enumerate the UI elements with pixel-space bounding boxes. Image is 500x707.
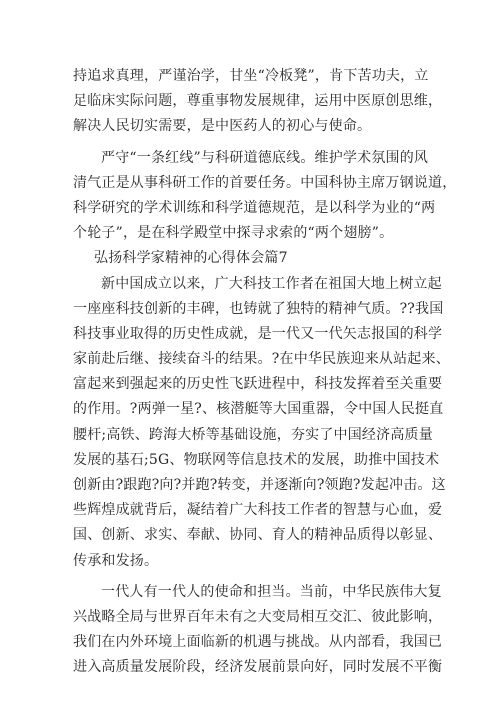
paragraph-1 (73, 64, 443, 140)
text-line: 进入高质量发展阶段，经济发展前景向好，同时发展不平衡 (73, 659, 443, 676)
paragraph-2 (73, 146, 457, 247)
text-line: 些辉煌成就背后，凝结着广大科技工作者的智慧与心血，爱 (73, 502, 443, 519)
text-line: 足临床实际问题，尊重事物发展规律，运用中医原创思维， (73, 93, 443, 110)
paragraph-3 (73, 272, 450, 574)
text-line: 严守“一条红线”与科研道德底线。维护学术氛围的风 (101, 149, 429, 166)
text-line: 新中国成立以来，广大科技工作者在祖国大地上树立起 (101, 275, 442, 292)
text-line: 传承和发扬。 (73, 552, 159, 569)
text-line: 科技事业取得的历史性成就，是一代又一代矢志报国的科学 (73, 325, 443, 342)
text-line: 的作用。?两弹一星?、核潜艇等大国重器，令中国人民挺直 (73, 401, 444, 418)
text-line: 个轮子”，是在科学殿堂中探寻求索的“两个翅膀”。 (73, 225, 394, 242)
text-line: 持追求真理，严谨治学，甘坐“冷板凳”，肯下苦功夫，立 (73, 68, 429, 84)
text-line: 腰杆;高铁、跨海大桥等基础设施，夯实了中国经济高质量 (73, 426, 433, 443)
text-line: 解决人民切实需要，是中医药人的初心与使命。 (73, 118, 372, 135)
section-heading: 弘扬科学家精神的心得体会篇7 (94, 250, 288, 267)
text-line: 国、创新、求实、奉献、协同、育人的精神品质得以彰显、 (73, 527, 443, 544)
text-line: 我们在内外环境上面临新的机遇与挑战。从内部看，我国已 (73, 634, 443, 651)
text-line: 一代人有一代人的使命和担当。当前，中华民族伟大复 (101, 583, 442, 600)
text-line: 兴战略全局与世界百年未有之大变局相互交汇、彼此影响， (73, 608, 443, 625)
text-line: 科学研究的学术训练和科学道德规范，是以科学为业的“两 (73, 199, 436, 216)
text-line: 一座座科技创新的丰碑，也铸就了独特的精神气质。??我国 (73, 300, 444, 317)
text-line: 发展的基石;5G、物联网等信息技术的发展，助推中国技术 (73, 451, 440, 468)
text-line: 清气正是从事科研工作的首要任务。中国科协主席万钢说道， (73, 174, 457, 191)
text-line: 创新由?跟跑?向?并跑?转变，并逐渐向?领跑?发起冲击。这 (73, 477, 446, 493)
text-line: 富起来到强起来的历史性飞跃进程中，科技发挥着至关重要 (73, 376, 443, 393)
text-line: 家前赴后继、接续奋斗的结果。?在中华民族迎来从站起来、 (73, 351, 450, 368)
paragraph-4 (73, 580, 443, 681)
document-body (73, 64, 457, 681)
